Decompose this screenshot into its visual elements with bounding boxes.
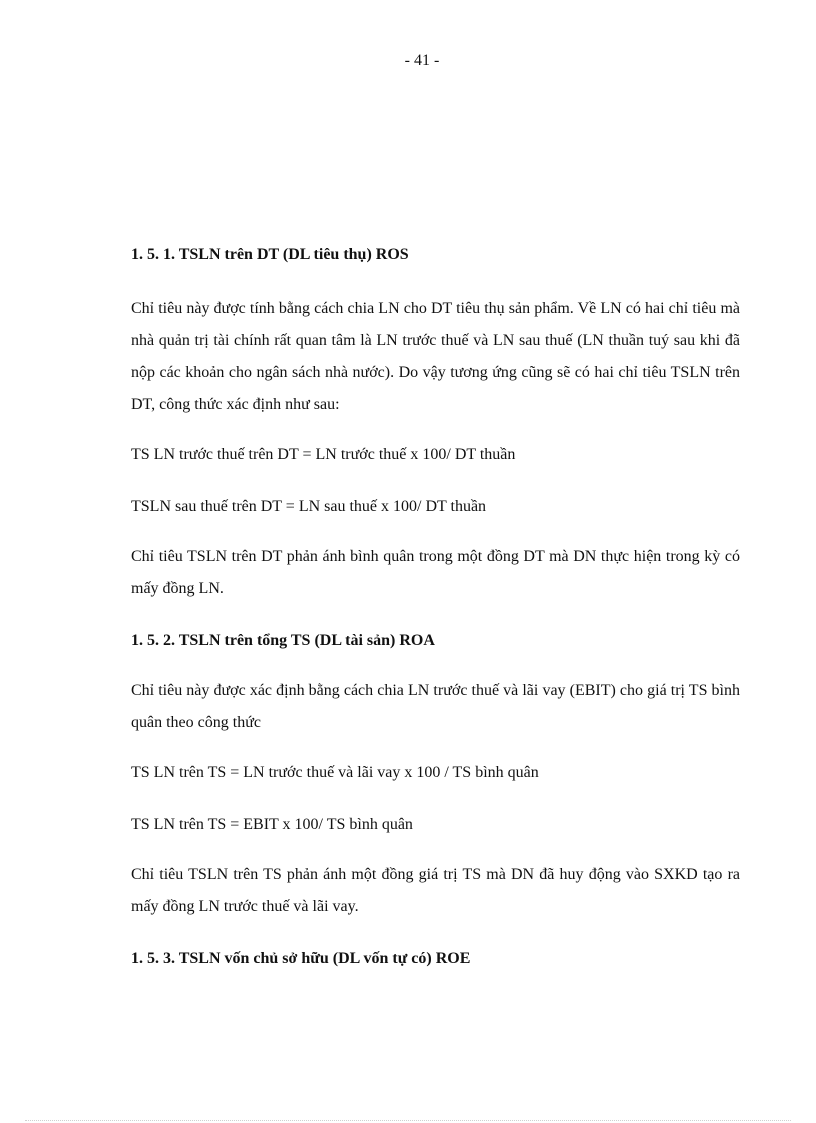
document-body	[131, 241, 740, 973]
section-heading-roa: 1. 5. 2. TSLN trên tổng TS (DL tài sản) ROA	[131, 632, 435, 649]
paragraph-ros-intro: Chỉ tiêu này được tính bằng cách chia LN cho DT tiêu thụ sản phẩm. Về LN có hai chỉ tiêu mà nhà quản trị tài chính rất quan tâm là LN trước thuế và LN sau thuế (LN thuần tuý sau khi đã nộp các khoản cho ngân sách nhà nước). Do vậy tương ứng cũng sẽ có hai chỉ tiêu TSLN trên DT, công thức xác định như sau:	[131, 300, 740, 413]
formula-aftertax-ros: TSLN sau thuế trên DT = LN sau thuế x 100/ DT thuần	[131, 498, 487, 515]
section-heading-ros: 1. 5. 1. TSLN trên DT (DL tiêu thụ) ROS	[131, 246, 409, 263]
formula-roa-2: TS LN trên TS = EBIT x 100/ TS bình quân	[131, 816, 413, 833]
paragraph-roa-note: Chỉ tiêu TSLN trên TS phản ánh một đồng giá trị TS mà DN đã huy động vào SXKD tạo ra mấy đồng LN trước thuế và lãi vay.	[131, 866, 740, 915]
formula-pretax-ros: TS LN trước thuế trên DT = LN trước thuế x 100/ DT thuần	[131, 446, 516, 463]
page-number: - 41 -	[404, 52, 440, 69]
page-bottom-rule	[25, 1120, 791, 1121]
paragraph-roa-intro: Chỉ tiêu này được xác định bằng cách chia LN trước thuế và lãi vay (EBIT) cho giá trị TS bình quân theo công thức	[131, 682, 740, 731]
section-heading-roe: 1. 5. 3. TSLN vốn chủ sở hữu (DL vốn tự có) ROE	[131, 950, 471, 967]
paragraph-ros-note: Chỉ tiêu TSLN trên DT phản ánh bình quân trong một đồng DT mà DN thực hiện trong kỳ có mấy đồng LN.	[131, 548, 740, 597]
formula-roa-1: TS LN trên TS = LN trước thuế và lãi vay x 100 / TS bình quân	[131, 764, 539, 781]
